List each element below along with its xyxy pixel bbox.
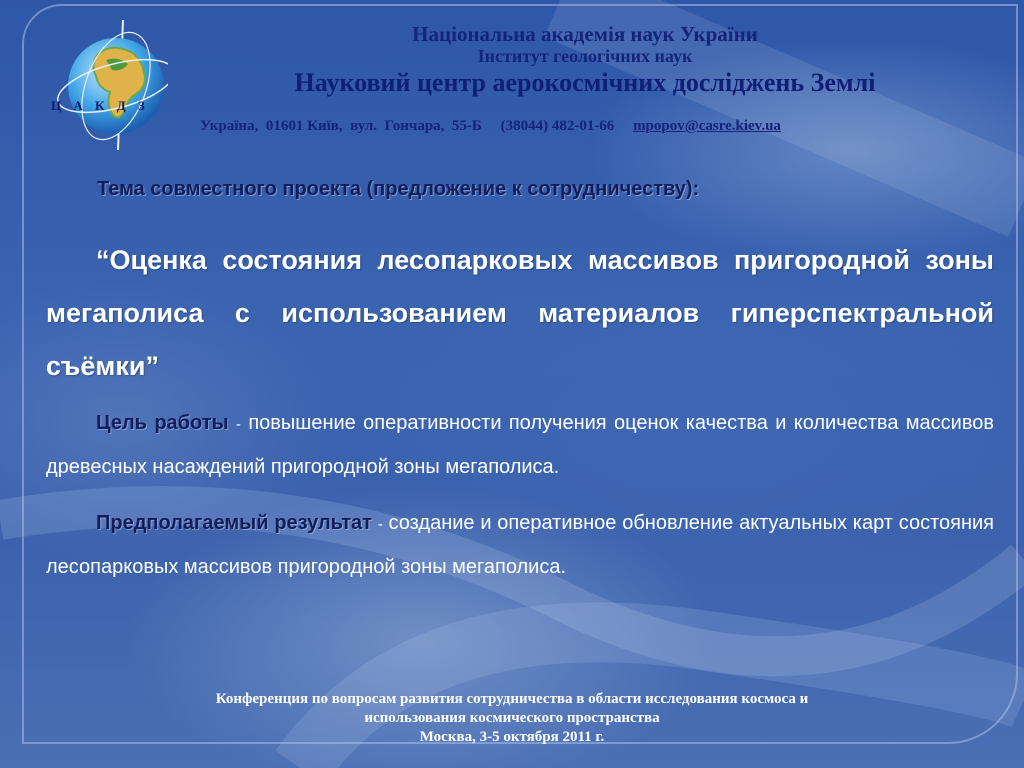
footer-line-2: использования космического пространства bbox=[364, 710, 660, 726]
address: Україна, 01601 Київ, вул. Гончара, 55-Б bbox=[200, 118, 482, 134]
phone: (38044) 482-01-66 bbox=[500, 118, 615, 134]
goal-dash: - bbox=[235, 416, 241, 433]
logo bbox=[48, 14, 168, 154]
center-name: Науковий центр аерокосмічних досліджень Землі bbox=[294, 68, 876, 97]
goal-text: повышение оперативности получения оценок качества и количества массивов древесных насаждений пригородной зоны мегаполиса. bbox=[46, 412, 994, 478]
conference-footer bbox=[0, 690, 1024, 747]
result-dash: - bbox=[377, 516, 383, 533]
footer-line-1: Конференция по вопросам развития сотрудничества в области исследования космоса и bbox=[215, 691, 809, 707]
academy-name: Національна академія наук України bbox=[412, 22, 758, 46]
institution-header bbox=[170, 22, 1000, 100]
result-text: создание и оперативное обновление актуальных карт состояния лесопарковых массивов пригородной зоны мегаполиса. bbox=[46, 512, 994, 578]
footer-line-3: Москва, 3-5 октября 2011 г. bbox=[419, 729, 605, 745]
globe-icon bbox=[48, 14, 168, 154]
email-link[interactable]: mpopov@casre.kiev.ua bbox=[633, 118, 781, 134]
topic-heading: Тема совместного проекта (предложение к сотрудничеству): bbox=[97, 178, 700, 200]
project-title: “Оценка состояния лесопарковых массивов пригородной зоны мегаполиса с использованием материалов гиперспектральной съёмки” bbox=[46, 245, 994, 381]
goal-label: Цель работы bbox=[96, 412, 229, 434]
goal-paragraph bbox=[46, 402, 994, 488]
contact-line bbox=[200, 118, 781, 135]
institute-name: Інститут геологічних наук bbox=[477, 46, 693, 66]
logo-letters: Ц А К Д З bbox=[51, 98, 145, 113]
result-label: Предполагаемый результат bbox=[96, 512, 372, 534]
result-paragraph bbox=[46, 502, 994, 588]
